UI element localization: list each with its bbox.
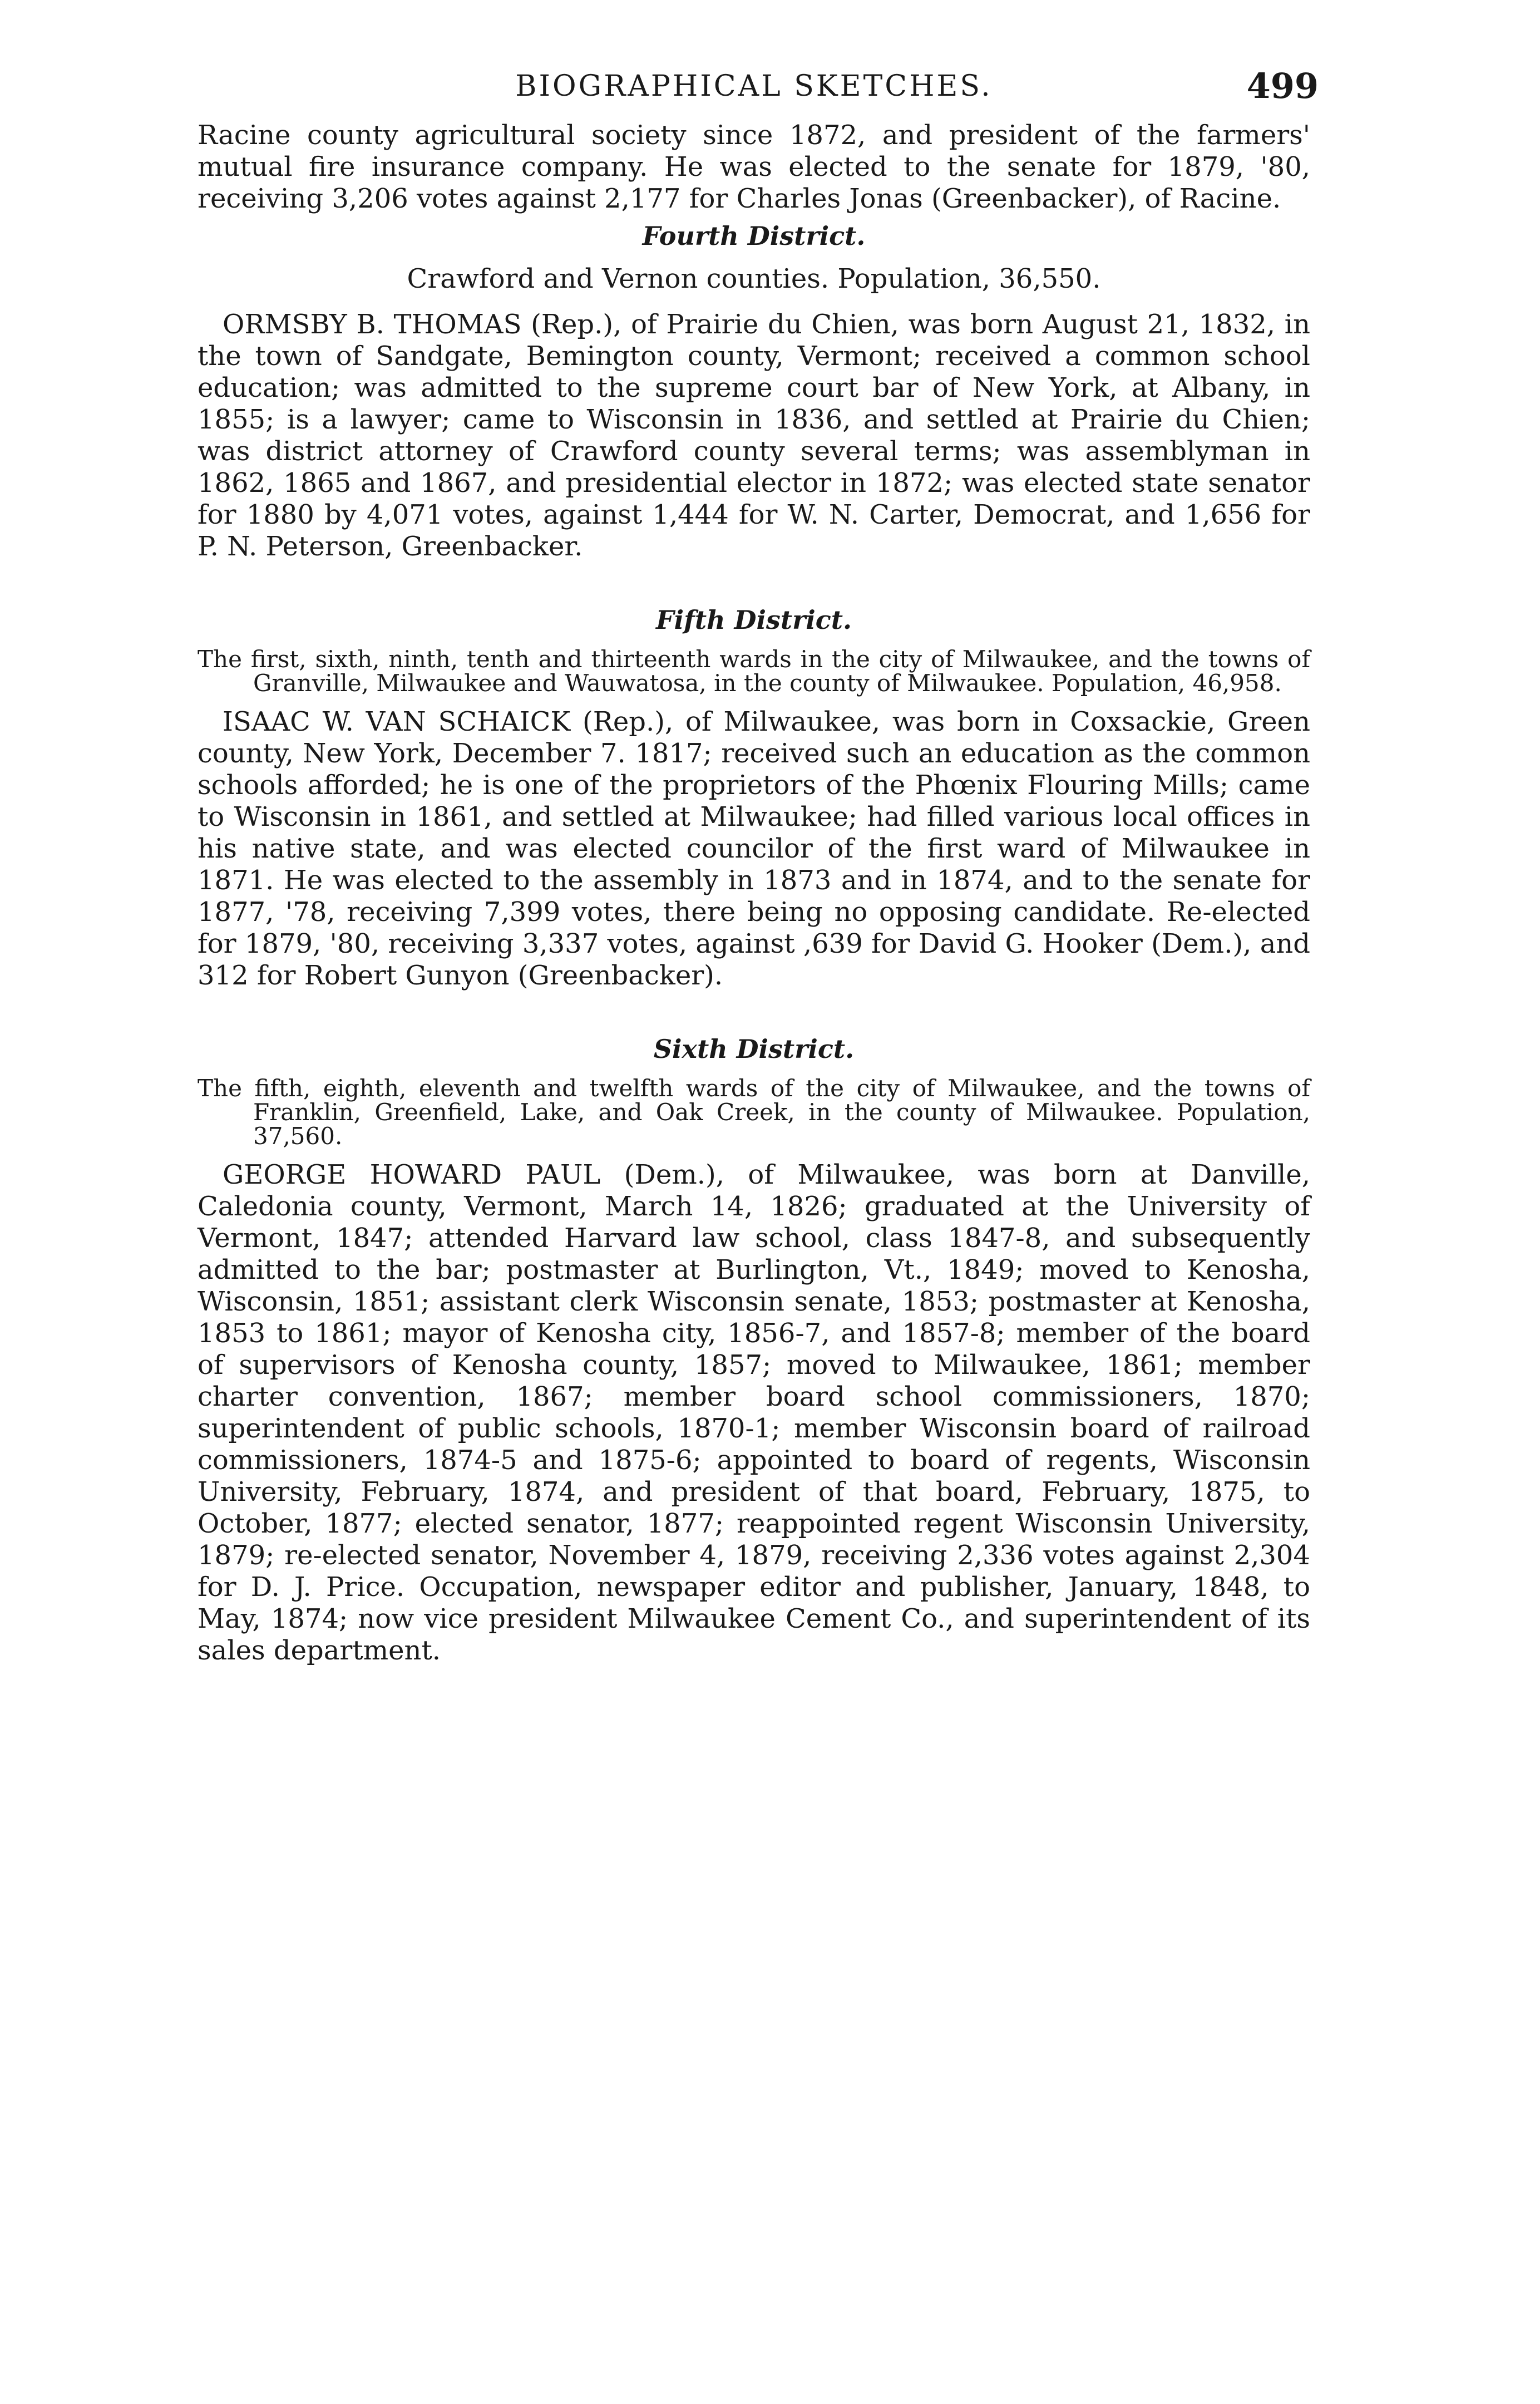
biography-thomas: ORMSBY B. THOMAS (Rep.), of Prairie du Chien, was born August 21, 1832, in the town of Sandgate, Bemington county, Vermont; received a common school education; was admitted to the supreme court bar of New York, at Albany, in 1855; is a lawyer; came to Wisconsin in 1836, and settled at Prairie du Chien; was district attorney of Crawford county several terms; was assemblyman in 1862, 1865 and 1867, and presidential elector in 1872; was elected state senator for 1880 by 4,071 votes, against 1,444 for W. N. Carter, Democrat, and 1,656 for P. N. Peterson, Greenbacker.: [198, 309, 1310, 562]
continuation-paragraph: Racine county agricultural society since 1872, and president of the farmers' mutual fire insurance company. He was elected to the senate for 1879, '80, receiving 3,206 votes against 2,177 for Charles Jonas (Greenbacker), of Racine.: [198, 120, 1310, 214]
district-heading-fifth: Fifth District.: [655, 605, 852, 635]
book-page: [198, 53, 1319, 1667]
biography-paul: GEORGE HOWARD PAUL (Dem.), of Milwaukee, was born at Danville, Caledonia county, Vermont, March 14, 1826; graduated at the University of Vermont, 1847; attended Harvard law school, class 1847-8, and subsequently admitted to the bar; postmaster at Burlington, Vt., 1849; moved to Kenosha, Wisconsin, 1851; assistant clerk Wisconsin senate, 1853; postmaster at Kenosha, 1853 to 1861; mayor of Kenosha city, 1856-7, and 1857-8; member of the board of supervisors of Kenosha county, 1857; moved to Milwaukee, 1861; member charter convention, 1867; member board school commissioners, 1870; superintendent of public schools, 1870-1; member Wisconsin board of railroad commissioners, 1874-5 and 1875-6; appointed to board of regents, Wisconsin University, February, 1874, and president of that board, February, 1875, to October, 1877; elected senator, 1877; reappointed regent Wisconsin University, 1879; re-elected senator, November 4, 1879, receiving 2,336 votes against 2,304 for D. J. Price. Occupation, newspaper editor and publisher, January, 1848, to May, 1874; now vice president Milwaukee Cement Co., and superintendent of its sales department.: [198, 1159, 1310, 1666]
biography-van-schaick: ISAAC W. VAN SCHAICK (Rep.), of Milwaukee, was born in Coxsackie, Green county, New York, December 7. 1817; received such an education as the common schools afforded; he is one of the proprietors of the Phœnix Flouring Mills; came to Wisconsin in 1861, and settled at Milwaukee; had filled various local offices in his native state, and was elected councilor of the first ward of Milwaukee in 1871. He was elected to the assembly in 1873 and in 1874, and to the senate for 1877, '78, receiving 7,399 votes, there being no opposing candidate. Re-elected for 1879, '80, receiving 3,337 votes, against ,639 for David G. Hooker (Dem.), and 312 for Robert Gunyon (Greenbacker).: [198, 706, 1310, 991]
page-number: 499: [1246, 66, 1319, 106]
district-heading-fourth: Fourth District.: [642, 221, 866, 251]
district-description-fifth: The first, sixth, ninth, tenth and thirteenth wards in the city of Milwaukee, and the towns of Granville, Milwaukee and Wauwatosa, in the county of Milwaukee. Population, 46,958.: [198, 646, 1310, 697]
district-heading-sixth: Sixth District.: [653, 1034, 855, 1064]
running-header: [198, 53, 1319, 120]
district-description-fourth: Crawford and Vernon counties. Population, 36,550.: [407, 263, 1101, 294]
running-title: BIOGRAPHICAL SKETCHES.: [515, 70, 993, 103]
district-description-sixth: The fifth, eighth, eleventh and twelfth wards of the city of Milwaukee, and the towns of Franklin, Greenfield, Lake, and Oak Creek, in the county of Milwaukee. Population, 37,560.: [198, 1075, 1310, 1150]
